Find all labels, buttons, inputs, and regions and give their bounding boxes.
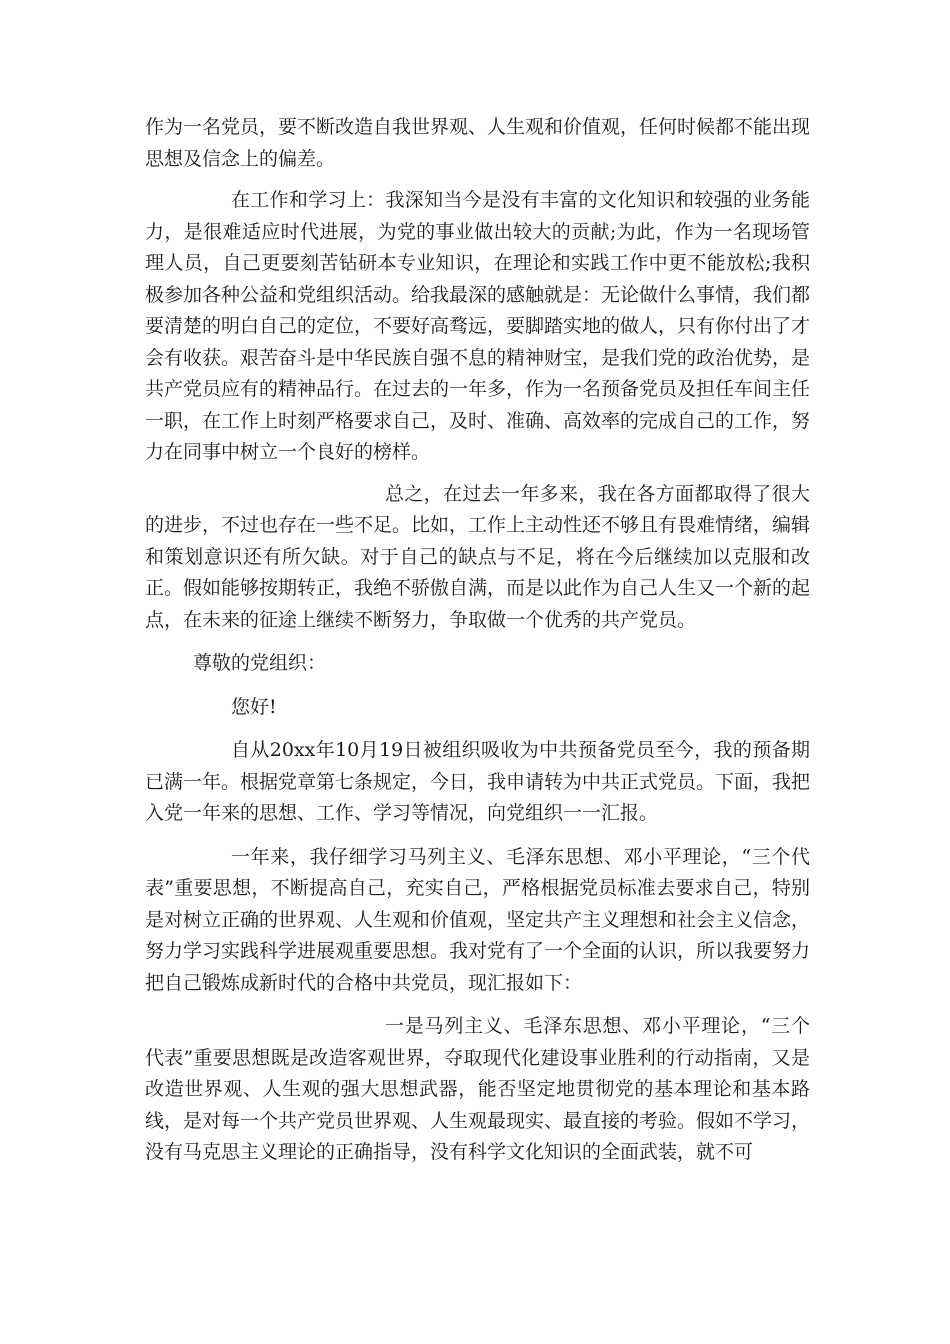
paragraph-summary: 总之，在过去一年多来，我在各方面都取得了很大的进步，不过也存在一些不足。比如，工作上主动性还不够且有畏难情绪，编辑和策划意识还有所欠缺。对于自己的缺点与不足，将在今后继续加以克服和改正。假如能够按期转正，我绝不骄傲自满，而是以此作为自己人生又一个新的起点，在未来的征途上继续不断努力，争取做一个优秀的共产党员。 <box>145 482 811 631</box>
paragraph-worldview-continuation: 作为一名党员，要不断改造自我世界观、人生观和价值观，任何时候都不能出现思想及信念上的偏差。 <box>145 116 811 170</box>
document-body <box>145 112 810 1169</box>
salutation: 尊敬的党组织： <box>193 652 327 674</box>
paragraph-point-one: 一是马列主义、毛泽东思想、邓小平理论，“三个代表”重要思想既是改造客观世界，夺取现代化建设事业胜利的行动指南，又是改造世界观、人生观的强大思想武器，能否坚定地贯彻党的基本理论和基本路线，是对每一个共产党员世界观、人生观最现实、最直接的考验。假如不学习，没有马克思主义理论的正确指导，没有科学文化知识的全面武装，就不可 <box>145 1015 811 1163</box>
paragraph-work-and-study: 在工作和学习上：我深知当今是没有丰富的文化知识和较强的业务能力，是很难适应时代进展，为党的事业做出较大的贡献;为此，作为一名现场管理人员，自己更要刻苦钻研本专业知识，在理论和实践工作中更不能放松;我积极参加各种公益和党组织活动。给我最深的感触就是：无论做什么事情，我们都要清楚的明白自己的定位，不要好高骛远，要脚踏实地的做人，只有你付出了才会有收获。艰苦奋斗是中华民族自强不息的精神财宝，是我们党的政治优势，是共产党员应有的精神品行。在过去的一年多，作为一名预备党员及担任车间主任一职，在工作上时刻严格要求自己，及时、准确、高效率的完成自己的工作，努力在同事中树立一个良好的榜样。 <box>145 189 811 463</box>
paragraph-application-intro: 自从20xx年10月19日被组织吸收为中共预备党员至今，我的预备期已满一年。根据党章第七条规定，今日，我申请转为中共正式党员。下面，我把入党一年来的思想、工作、学习等情况，向党组织一一汇报。 <box>145 739 811 824</box>
paragraph-year-review: 一年来，我仔细学习马列主义、毛泽东思想、邓小平理论，“三个代表”重要思想，不断提高自己，充实自己，严格根据党员标准去要求自己，特别是对树立正确的世界观、人生观和价值观，坚定共产主义理想和社会主义信念，努力学习实践科学进展观重要思想。我对党有了一个全面的认识，所以我要努力把自己锻炼成新时代的合格中共党员，现汇报如下： <box>145 845 811 994</box>
greeting: 您好! <box>231 695 277 718</box>
